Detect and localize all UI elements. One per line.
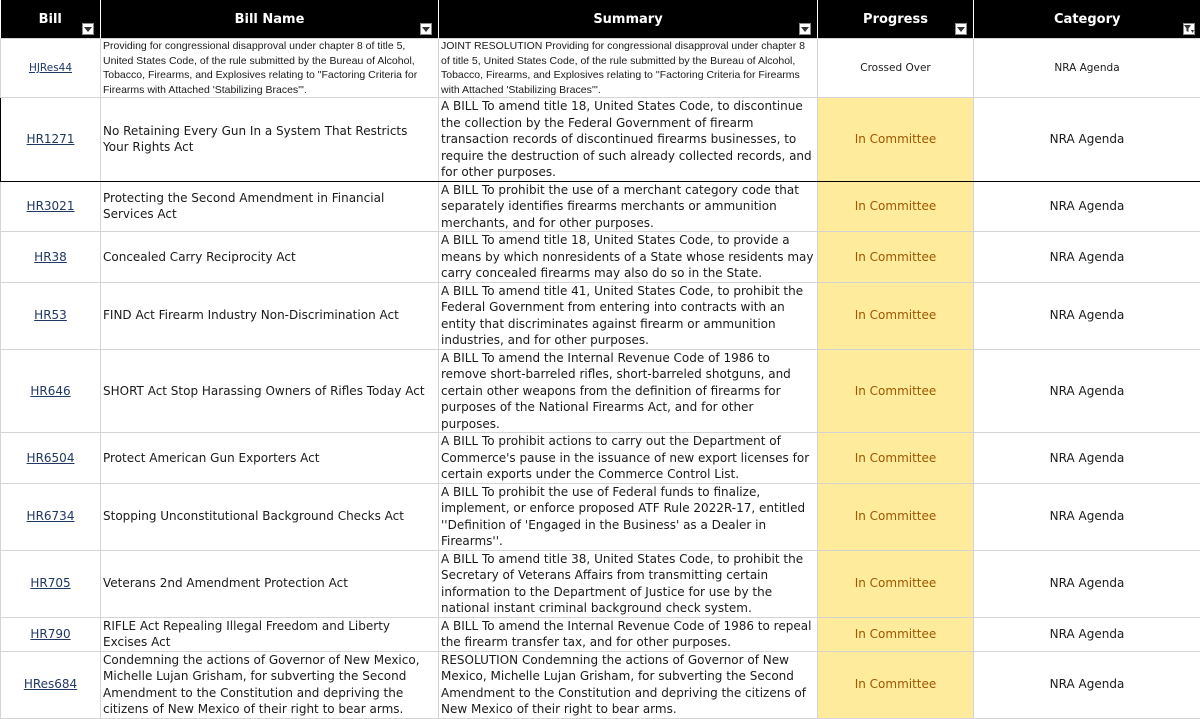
bill-link[interactable]: HRes684 [24, 677, 77, 691]
header-summary[interactable] [439, 0, 818, 39]
bill-name-cell[interactable]: Concealed Carry Reciprocity Act [101, 232, 439, 283]
bill-name-cell[interactable]: RIFLE Act Repealing Illegal Freedom and Liberty Excises Act [101, 617, 439, 651]
table-row [1, 651, 1200, 718]
category-cell[interactable]: NRA Agenda [974, 651, 1200, 718]
category-cell[interactable]: NRA Agenda [974, 433, 1200, 484]
table-row [1, 433, 1200, 484]
bill-cell[interactable] [1, 39, 101, 98]
filter-dropdown-progress[interactable] [955, 23, 967, 35]
category-cell[interactable]: NRA Agenda [974, 98, 1200, 182]
progress-cell[interactable]: In Committee [818, 617, 974, 651]
progress-cell[interactable]: In Committee [818, 232, 974, 283]
summary-cell[interactable]: A BILL To amend the Internal Revenue Code of 1986 to repeal the firearm transfer tax, and for other purposes. [439, 617, 818, 651]
chevron-down-icon [422, 27, 430, 32]
bill-cell[interactable] [1, 349, 101, 433]
bill-link[interactable]: HR790 [30, 627, 70, 641]
filter-funnel-icon [1184, 25, 1194, 34]
header-row [1, 0, 1200, 39]
table-row [1, 282, 1200, 349]
bill-link[interactable]: HR6504 [27, 451, 75, 465]
bill-link[interactable]: HR646 [30, 384, 70, 398]
bill-link[interactable]: HR1271 [27, 132, 75, 146]
category-cell[interactable]: NRA Agenda [974, 617, 1200, 651]
progress-cell[interactable]: In Committee [818, 349, 974, 433]
table-row [1, 483, 1200, 550]
filter-active-category[interactable] [1183, 23, 1195, 35]
progress-cell[interactable]: In Committee [818, 483, 974, 550]
header-progress[interactable] [818, 0, 974, 39]
bill-cell[interactable] [1, 98, 101, 182]
bill-cell[interactable] [1, 550, 101, 617]
progress-cell[interactable]: In Committee [818, 550, 974, 617]
bill-cell[interactable] [1, 181, 101, 232]
bill-name-cell[interactable]: Veterans 2nd Amendment Protection Act [101, 550, 439, 617]
chevron-down-icon [801, 27, 809, 32]
header-category[interactable] [974, 0, 1200, 39]
category-cell[interactable]: NRA Agenda [974, 349, 1200, 433]
bill-name-cell[interactable]: SHORT Act Stop Harassing Owners of Rifles Today Act [101, 349, 439, 433]
filter-dropdown-bill[interactable] [82, 23, 94, 35]
bill-link[interactable]: HR705 [30, 576, 70, 590]
category-cell[interactable]: NRA Agenda [974, 550, 1200, 617]
bill-cell[interactable] [1, 433, 101, 484]
header-category-label: Category [1054, 12, 1120, 27]
summary-cell[interactable]: A BILL To prohibit the use of a merchant category code that separately identifies firearms merchants or ammunition merchants, and for other purposes. [439, 181, 818, 232]
progress-cell[interactable]: In Committee [818, 282, 974, 349]
table-row [1, 98, 1200, 182]
bill-name-cell[interactable]: Stopping Unconstitutional Background Checks Act [101, 483, 439, 550]
progress-cell[interactable]: Crossed Over [818, 39, 974, 98]
summary-cell[interactable]: A BILL To amend title 18, United States Code, to provide a means by which nonresidents of a State whose residents may carry concealed firearms may also do so in the State. [439, 232, 818, 283]
category-cell[interactable]: NRA Agenda [974, 39, 1200, 98]
table-row [1, 232, 1200, 283]
summary-cell[interactable]: RESOLUTION Condemning the actions of Governor of New Mexico, Michelle Lujan Grisham, for subverting the Second Amendment to the Constitution and depriving the citizens of New Mexico of their right to bear arms. [439, 651, 818, 718]
bill-name-cell[interactable]: No Retaining Every Gun In a System That Restricts Your Rights Act [101, 98, 439, 182]
summary-cell[interactable]: A BILL To amend title 41, United States Code, to prohibit the Federal Government from entering into contracts with an entity that discriminates against firearm or ammunition industries, and for other purposes. [439, 282, 818, 349]
filter-dropdown-summary[interactable] [799, 23, 811, 35]
bill-name-cell[interactable]: FIND Act Firearm Industry Non-Discrimination Act [101, 282, 439, 349]
summary-cell[interactable]: A BILL To amend title 38, United States Code, to prohibit the Secretary of Veterans Affairs from transmitting certain information to the Department of Justice for use by the national instant criminal background check system. [439, 550, 818, 617]
header-bill-label: Bill [39, 12, 62, 27]
table-row [1, 349, 1200, 433]
filter-dropdown-bill-name[interactable] [420, 23, 432, 35]
chevron-down-icon [957, 27, 965, 32]
summary-cell[interactable]: JOINT RESOLUTION Providing for congressional disapproval under chapter 8 of title 5, United States Code, of the rule submitted by the Bureau of Alcohol, Tobacco, Firearms, and Explosives relating to ''Factoring Criteria for Firearms with Attached 'Stabilizing Braces'''. [439, 39, 818, 98]
progress-cell[interactable]: In Committee [818, 98, 974, 182]
bill-name-cell[interactable]: Protect American Gun Exporters Act [101, 433, 439, 484]
bill-cell[interactable] [1, 232, 101, 283]
table-row [1, 181, 1200, 232]
bill-link[interactable]: HR53 [34, 308, 67, 322]
category-cell[interactable]: NRA Agenda [974, 232, 1200, 283]
header-progress-label: Progress [863, 12, 928, 27]
bill-link[interactable]: HR3021 [27, 199, 75, 213]
header-bill-name-label: Bill Name [235, 12, 305, 27]
table-row [1, 617, 1200, 651]
header-bill-name[interactable] [101, 0, 439, 39]
table-row [1, 39, 1200, 98]
bill-cell[interactable] [1, 483, 101, 550]
bill-cell[interactable] [1, 282, 101, 349]
category-cell[interactable]: NRA Agenda [974, 483, 1200, 550]
bill-link[interactable]: HJRes44 [29, 62, 72, 74]
bill-link[interactable]: HR38 [34, 250, 67, 264]
summary-cell[interactable]: A BILL To prohibit the use of Federal funds to finalize, implement, or enforce proposed ATF Rule 2022R-17, entitled ''Definition of 'Engaged in the Business' as a Dealer in Firearms''. [439, 483, 818, 550]
progress-cell[interactable]: In Committee [818, 651, 974, 718]
bill-name-cell[interactable]: Providing for congressional disapproval under chapter 8 of title 5, United States Code, of the rule submitted by the Bureau of Alcohol, Tobacco, Firearms, and Explosives relating to "Factoring Criteria for Firearms with Attached 'Stabilizing Braces'". [101, 39, 439, 98]
bill-cell[interactable] [1, 651, 101, 718]
category-cell[interactable]: NRA Agenda [974, 181, 1200, 232]
summary-cell[interactable]: A BILL To amend title 18, United States Code, to discontinue the collection by the Federal Government of firearm transaction records of discontinued firearms businesses, to require the destruction of such already collected records, and for other purposes. [439, 98, 818, 182]
summary-cell[interactable]: A BILL To prohibit actions to carry out the Department of Commerce's pause in the issuance of new export licenses for certain exports under the Commerce Control List. [439, 433, 818, 484]
header-bill[interactable] [1, 0, 101, 39]
progress-cell[interactable]: In Committee [818, 181, 974, 232]
table-row [1, 550, 1200, 617]
header-summary-label: Summary [593, 12, 662, 27]
category-cell[interactable]: NRA Agenda [974, 282, 1200, 349]
chevron-down-icon [84, 27, 92, 32]
bill-cell[interactable] [1, 617, 101, 651]
progress-cell[interactable]: In Committee [818, 433, 974, 484]
bill-name-cell[interactable]: Condemning the actions of Governor of New Mexico, Michelle Lujan Grisham, for subverting the Second Amendment to the Constitution and depriving the citizens of New Mexico of their right to bear arms. [101, 651, 439, 718]
bill-name-cell[interactable]: Protecting the Second Amendment in Financial Services Act [101, 181, 439, 232]
summary-cell[interactable]: A BILL To amend the Internal Revenue Code of 1986 to remove short-barreled rifles, short-barreled shotguns, and certain other weapons from the definition of firearms for purposes of the National Firearms Act, and for other purposes. [439, 349, 818, 433]
bill-link[interactable]: HR6734 [27, 509, 75, 523]
